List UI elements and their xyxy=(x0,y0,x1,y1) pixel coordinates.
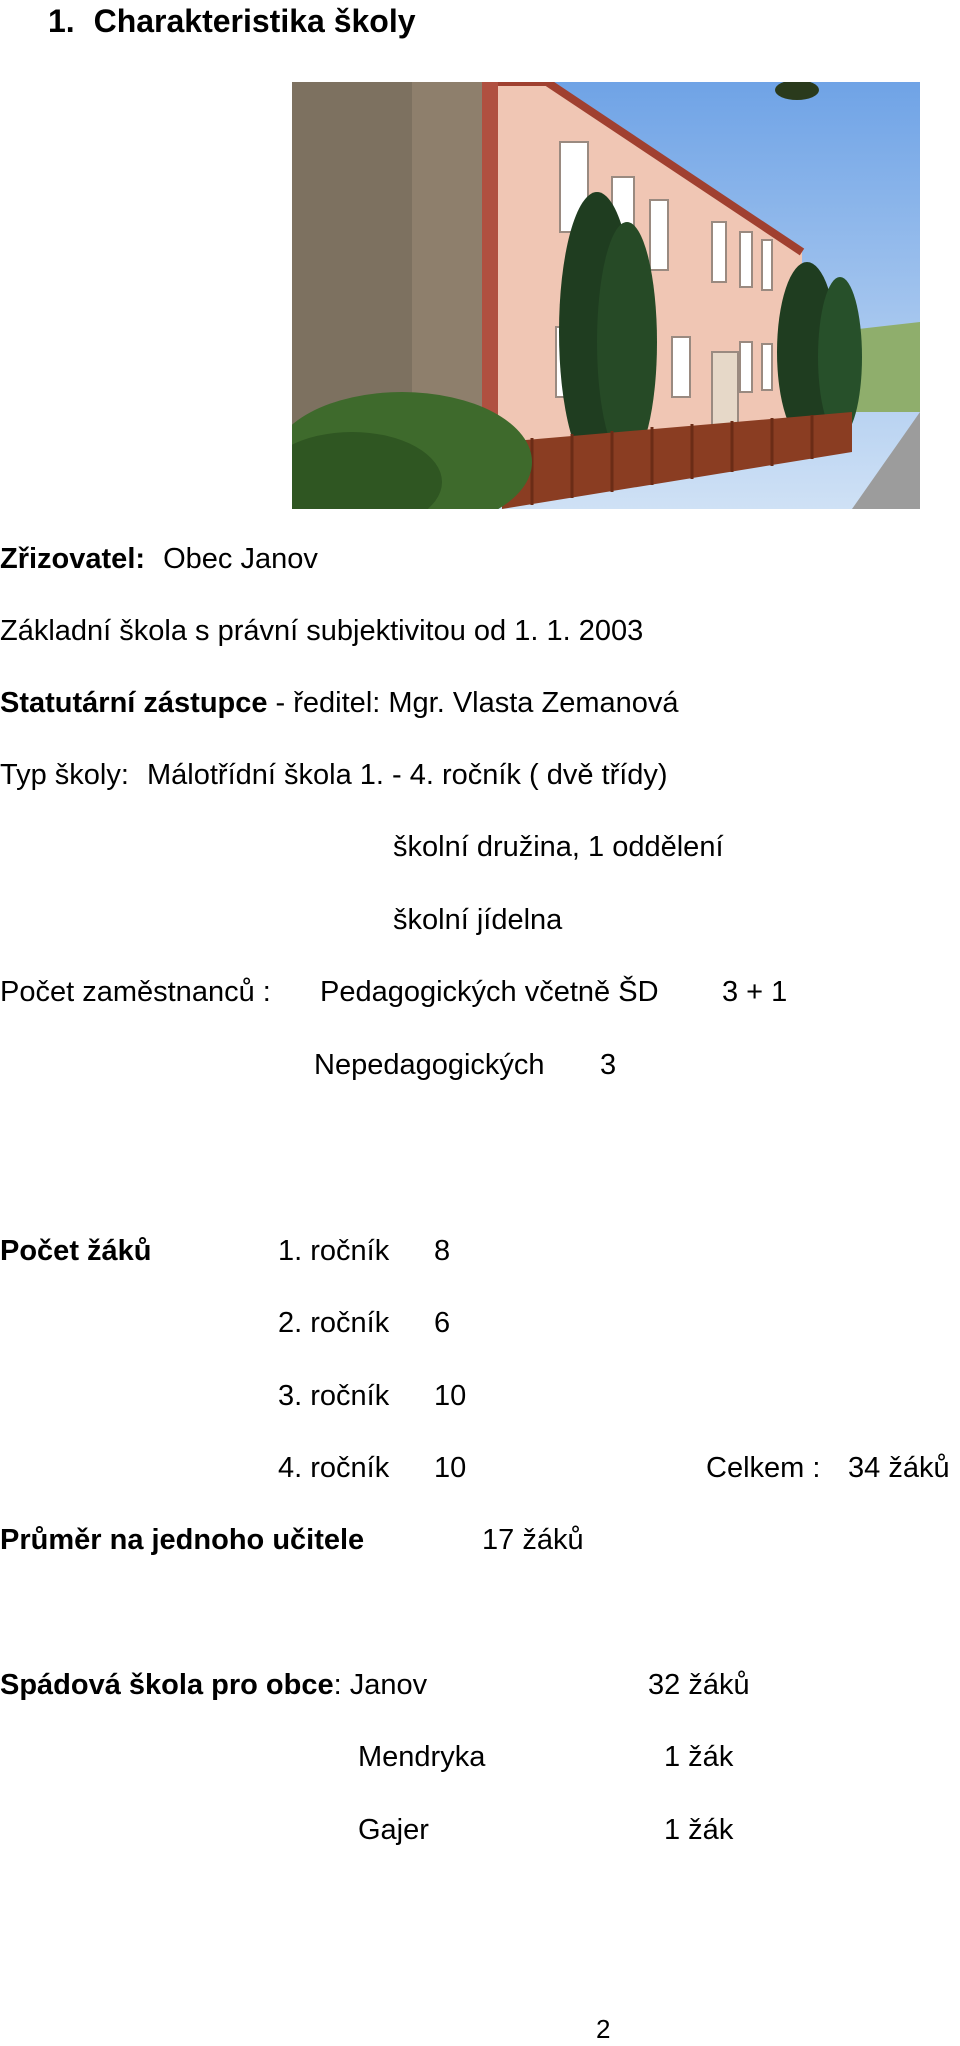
pupils-label: Počet žáků xyxy=(0,1235,152,1267)
catchment-line xyxy=(0,1668,427,1702)
pupils-grade: 2. ročník xyxy=(278,1307,390,1339)
pupils-count: 10 xyxy=(434,1452,467,1484)
statutory-label: Statutární zástupce xyxy=(0,687,268,719)
heading-title: Charakteristika školy xyxy=(93,3,416,39)
pupils-count: 8 xyxy=(434,1235,451,1267)
pupils-count: 10 xyxy=(434,1380,467,1412)
staff-label: Počet zaměstnanců : xyxy=(0,976,271,1008)
founder-label: Zřizovatel: xyxy=(0,543,146,575)
pupils-grade: 3. ročník xyxy=(278,1380,390,1412)
school-type-extra-1: školní družina, 1 oddělení xyxy=(393,831,724,863)
catchment-label: Spádová škola pro obce xyxy=(0,1669,334,1701)
catchment-pupils: 1 žák xyxy=(664,1741,734,1773)
catchment-pupils: 1 žák xyxy=(664,1814,734,1846)
staff-pedagogical-value: 3 + 1 xyxy=(722,976,788,1008)
catchment-village: Mendryka xyxy=(358,1741,486,1773)
average-label: Průměr na jednoho učitele xyxy=(0,1524,365,1556)
pupils-grade: 1. ročník xyxy=(278,1235,390,1267)
heading-number: 1. xyxy=(48,3,75,39)
page-number: 2 xyxy=(596,2014,611,2044)
average-value: 17 žáků xyxy=(482,1524,584,1556)
school-building-photo xyxy=(292,82,920,509)
catchment-pupils: 32 žáků xyxy=(648,1669,750,1701)
statutory-value: - ředitel: Mgr. Vlasta Zemanová xyxy=(267,687,679,719)
legal-status-line: Základní škola s právní subjektivitou od 1. 1. 2003 xyxy=(0,615,644,647)
staff-non-pedagogical-label: Nepedagogických xyxy=(314,1049,545,1081)
school-type-value: Málotřídní škola 1. - 4. ročník ( dvě třídy) xyxy=(147,759,668,791)
page-heading xyxy=(48,2,416,40)
catchment-village: Janov xyxy=(349,1669,428,1701)
statutory-line xyxy=(0,686,679,720)
catchment-colon: : xyxy=(333,1669,342,1701)
founder-value: Obec Janov xyxy=(163,543,318,575)
pupils-count: 6 xyxy=(434,1307,451,1339)
school-type-line xyxy=(0,758,668,792)
founder-line xyxy=(0,542,318,576)
staff-pedagogical-label: Pedagogických včetně ŠD xyxy=(320,976,659,1008)
pupils-grade: 4. ročník xyxy=(278,1452,390,1484)
pupils-total-value: 34 žáků xyxy=(848,1452,950,1484)
school-type-extra-2: školní jídelna xyxy=(393,904,563,936)
pupils-total-label: Celkem : xyxy=(706,1452,821,1484)
catchment-village: Gajer xyxy=(358,1814,429,1846)
staff-non-pedagogical-value: 3 xyxy=(600,1049,617,1081)
school-type-label: Typ školy: xyxy=(0,759,129,791)
